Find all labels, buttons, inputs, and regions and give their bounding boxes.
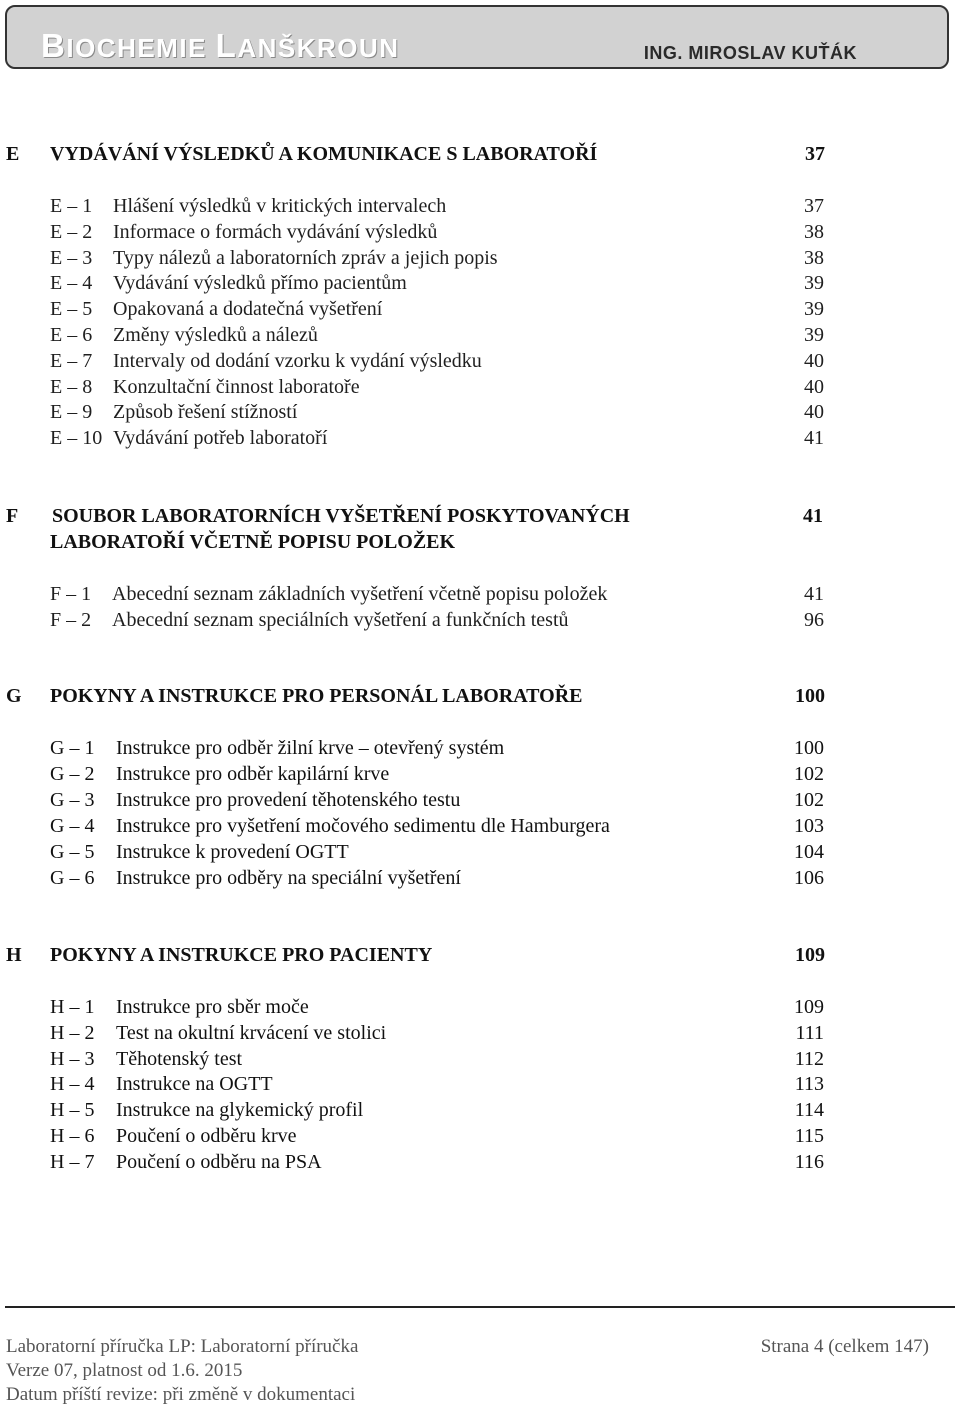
toc-entry-page-number: 39 [804, 298, 824, 320]
toc-entry-code: E – 2 [50, 221, 93, 243]
toc-entry-title: Instrukce k provedení OGTT [116, 841, 349, 863]
toc-entry-code: H – 4 [50, 1073, 95, 1095]
toc-entry-code: H – 6 [50, 1125, 95, 1147]
brand-word-1: IOCHEMIE [66, 33, 216, 63]
toc-entry-title: Informace o formách vydávání výsledků [113, 221, 438, 243]
toc-entry-code: E – 9 [50, 401, 93, 423]
toc-entry-code: E – 1 [50, 195, 93, 217]
toc-entry-title: Instrukce na OGTT [116, 1073, 273, 1095]
section-title-line1: SOUBOR LABORATORNÍCH VYŠETŘENÍ POSKYTOVANÝCH [52, 505, 630, 527]
toc-entry-page-number: 41 [804, 427, 824, 449]
toc-entry-code: F – 2 [50, 609, 92, 631]
section-title-line2: LABORATOŘÍ VČETNĚ POPISU POLOŽEK [50, 531, 456, 553]
toc-entry-title: Opakovaná a dodatečná vyšetření [113, 298, 383, 320]
toc-entry-page-number: 116 [794, 1151, 824, 1173]
author-name: ING. MIROSLAV KUŤÁK [643, 43, 857, 63]
section-title: POKYNY A INSTRUKCE PRO PACIENTY [50, 944, 433, 966]
toc-entry-code: H – 7 [50, 1151, 95, 1173]
toc-entry-page-number: 100 [794, 737, 824, 759]
toc-entry-code: E – 4 [50, 272, 93, 294]
toc-entry-title: Instrukce na glykemický profil [116, 1099, 364, 1121]
toc-entry-code: G – 3 [50, 789, 95, 811]
toc-entry-title: Instrukce pro odběry na speciální vyšetření [116, 867, 461, 889]
toc-entry-page-number: 37 [804, 195, 824, 217]
toc-entry-page-number: 115 [794, 1125, 824, 1147]
toc-entry-page-number: 40 [804, 401, 824, 423]
toc-entry-title: Způsob řešení stížností [113, 401, 298, 423]
toc-entry-title: Abecední seznam základních vyšetření včetně popisu položek [112, 583, 608, 605]
section-letter: H [6, 944, 22, 966]
toc-entry-title: Instrukce pro provedení těhotenského testu [116, 789, 461, 811]
toc-entry-code: H – 1 [50, 996, 95, 1018]
footer-document-name: Laboratorní příručka LP: Laboratorní příručka [6, 1336, 359, 1357]
toc-entry-code: G – 5 [50, 841, 95, 863]
document-header [5, 5, 949, 69]
toc-entry-page-number: 40 [804, 376, 824, 398]
toc-entry-page-number: 104 [794, 841, 824, 863]
toc-entry-code: E – 5 [50, 298, 93, 320]
toc-entry-code: H – 2 [50, 1022, 95, 1044]
toc-entry-page-number: 113 [794, 1073, 824, 1095]
footer-version: Verze 07, platnost od 1.6. 2015 [6, 1360, 243, 1381]
toc-entry-page-number: 112 [794, 1048, 824, 1070]
toc-entry-page-number: 111 [795, 1022, 824, 1044]
toc-entry-code: G – 4 [50, 815, 95, 837]
toc-entry-code: H – 3 [50, 1048, 95, 1070]
toc-entry-code: E – 3 [50, 247, 93, 269]
toc-entry-page-number: 106 [794, 867, 824, 889]
toc-entry-page-number: 41 [804, 583, 824, 605]
toc-entry-page-number: 103 [794, 815, 824, 837]
toc-entry-title: Test na okultní krvácení ve stolici [116, 1022, 387, 1044]
toc-entry-title: Změny výsledků a nálezů [113, 324, 318, 346]
toc-entry-page-number: 114 [794, 1099, 824, 1121]
toc-entry-code: E – 8 [50, 376, 93, 398]
toc-entry-code: G – 1 [50, 737, 95, 759]
footer-page-info: Strana 4 (celkem 147) [760, 1336, 929, 1357]
toc-entry-title: Instrukce pro odběr kapilární krve [116, 763, 390, 785]
toc-entry-title: Hlášení výsledků v kritických intervalech [113, 195, 447, 217]
toc-entry-page-number: 39 [804, 272, 824, 294]
toc-entry-code: E – 10 [50, 427, 103, 449]
toc-entry-page-number: 102 [794, 789, 824, 811]
toc-entry-page-number: 38 [804, 247, 824, 269]
toc-entry-code: G – 2 [50, 763, 95, 785]
toc-entry-title: Instrukce pro odběr žilní krve – otevřený systém [116, 737, 505, 759]
footer-revision: Datum příští revize: při změně v dokumentaci [6, 1384, 356, 1405]
brand-initial-b: B [41, 27, 67, 64]
section-letter: F [6, 505, 19, 527]
toc-entry-code: G – 6 [50, 867, 95, 889]
toc-entry-title: Poučení o odběru na PSA [116, 1151, 322, 1173]
toc-entry-page-number: 102 [794, 763, 824, 785]
toc-entry-page-number: 39 [804, 324, 824, 346]
section-title: VYDÁVÁNÍ VÝSLEDKŮ A KOMUNIKACE S LABORATOŘÍ [50, 143, 598, 165]
footer-divider [5, 1306, 955, 1308]
toc-entry-title: Instrukce pro vyšetření močového sedimentu dle Hamburgera [116, 815, 610, 837]
toc-entry-title: Intervaly od dodání vzorku k vydání výsledku [113, 350, 482, 372]
toc-entry-title: Vydávání výsledků přímo pacientům [113, 272, 407, 294]
toc-entry-page-number: 38 [804, 221, 824, 243]
toc-entry-title: Konzultační činnost laboratoře [113, 376, 360, 398]
section-letter: E [6, 143, 20, 165]
section-page-number: 41 [803, 505, 823, 527]
toc-entry-page-number: 40 [804, 350, 824, 372]
toc-entry-code: E – 7 [50, 350, 93, 372]
toc-entry-title: Abecední seznam speciálních vyšetření a funkčních testů [112, 609, 569, 631]
brand-title [41, 27, 400, 65]
toc-entry-code: E – 6 [50, 324, 93, 346]
section-page-number: 37 [805, 143, 825, 165]
brand-word-2: ANŠKROUN [237, 33, 400, 63]
toc-entry-code: F – 1 [50, 583, 92, 605]
toc-entry-page-number: 96 [804, 609, 824, 631]
toc-entry-code: H – 5 [50, 1099, 95, 1121]
section-letter: G [6, 685, 22, 707]
toc-entry-title: Typy nálezů a laboratorních zpráv a jejich popis [113, 247, 498, 269]
toc-entry-page-number: 109 [794, 996, 824, 1018]
section-page-number: 100 [795, 685, 825, 707]
toc-entry-title: Těhotenský test [116, 1048, 243, 1070]
section-title: POKYNY A INSTRUKCE PRO PERSONÁL LABORATOŘE [50, 685, 583, 707]
toc-entry-title: Vydávání potřeb laboratoří [113, 427, 328, 449]
toc-entry-title: Poučení o odběru krve [116, 1125, 297, 1147]
section-page-number: 109 [795, 944, 825, 966]
toc-entry-title: Instrukce pro sběr moče [116, 996, 309, 1018]
brand-initial-l: L [215, 27, 238, 64]
